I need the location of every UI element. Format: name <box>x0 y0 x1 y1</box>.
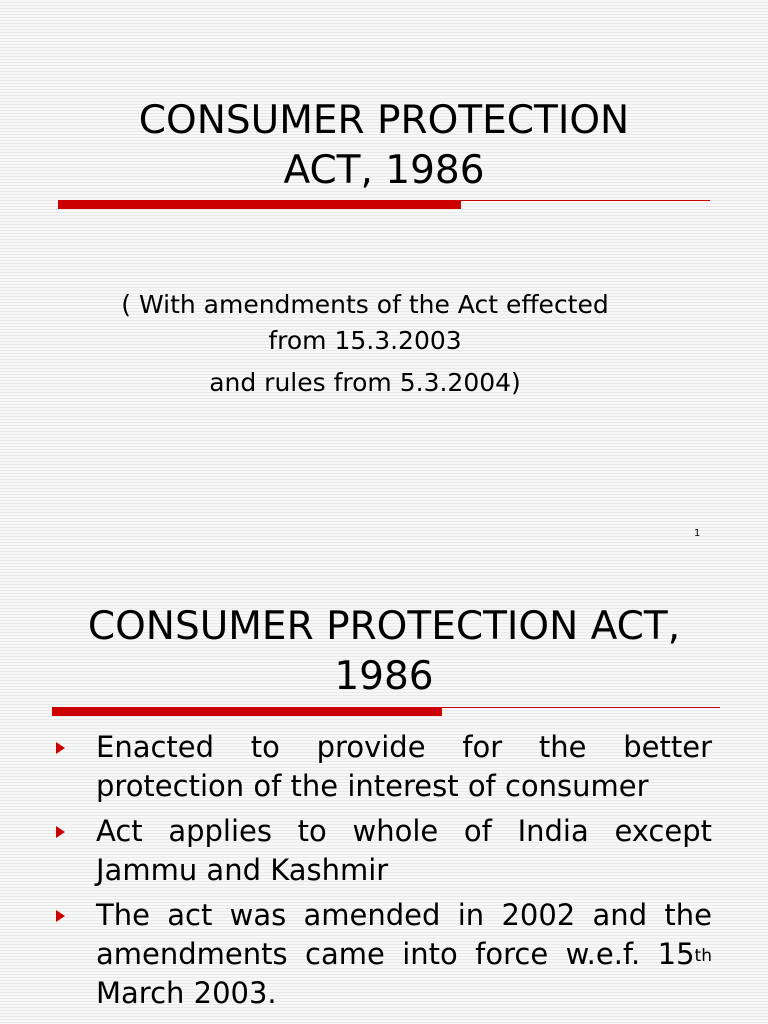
page-number: 1 <box>694 528 701 539</box>
slide-1-subtitle <box>40 287 690 401</box>
slide-2-title-line-2: 1986 <box>334 654 434 699</box>
arrow-bullet-icon <box>56 826 65 838</box>
list-item <box>56 728 712 806</box>
title-underline <box>58 200 710 210</box>
title-underline-thin <box>461 200 710 201</box>
ordinal-suffix: th <box>694 946 712 966</box>
slide-1-title <box>0 96 768 196</box>
bullet-text-end: March 2003. <box>96 976 277 1010</box>
slide-1-title-line-1: CONSUMER PROTECTION <box>138 98 630 143</box>
title-underline <box>52 707 720 717</box>
bullet-text: Act applies to whole of India except Jammu and Kashmir <box>96 814 712 887</box>
bullet-text: Enacted to provide for the better protection of the interest of consumer <box>96 730 712 803</box>
slide-1-title-line-2: ACT, 1986 <box>283 148 485 193</box>
bullet-text <box>96 896 712 1013</box>
title-underline-thick <box>52 707 442 716</box>
slide-2 <box>0 560 768 1024</box>
list-item <box>56 896 712 1013</box>
subtitle-line-3: and rules from 5.3.2004) <box>209 368 521 397</box>
slide-2-title-line-1: CONSUMER PROTECTION ACT, <box>87 604 681 649</box>
subtitle-line-1: ( With amendments of the Act effected <box>121 290 609 319</box>
title-underline-thin <box>442 707 720 708</box>
title-underline-thick <box>58 200 461 209</box>
list-item <box>56 812 712 890</box>
arrow-bullet-icon <box>56 742 65 754</box>
bullet-text-main: The act was amended in 2002 and the amendments came into force w.e.f. 15 <box>96 898 712 971</box>
bullet-list <box>56 728 712 1019</box>
slide-2-title <box>0 602 768 702</box>
subtitle-line-2: from 15.3.2003 <box>268 326 462 355</box>
arrow-bullet-icon <box>56 910 65 922</box>
